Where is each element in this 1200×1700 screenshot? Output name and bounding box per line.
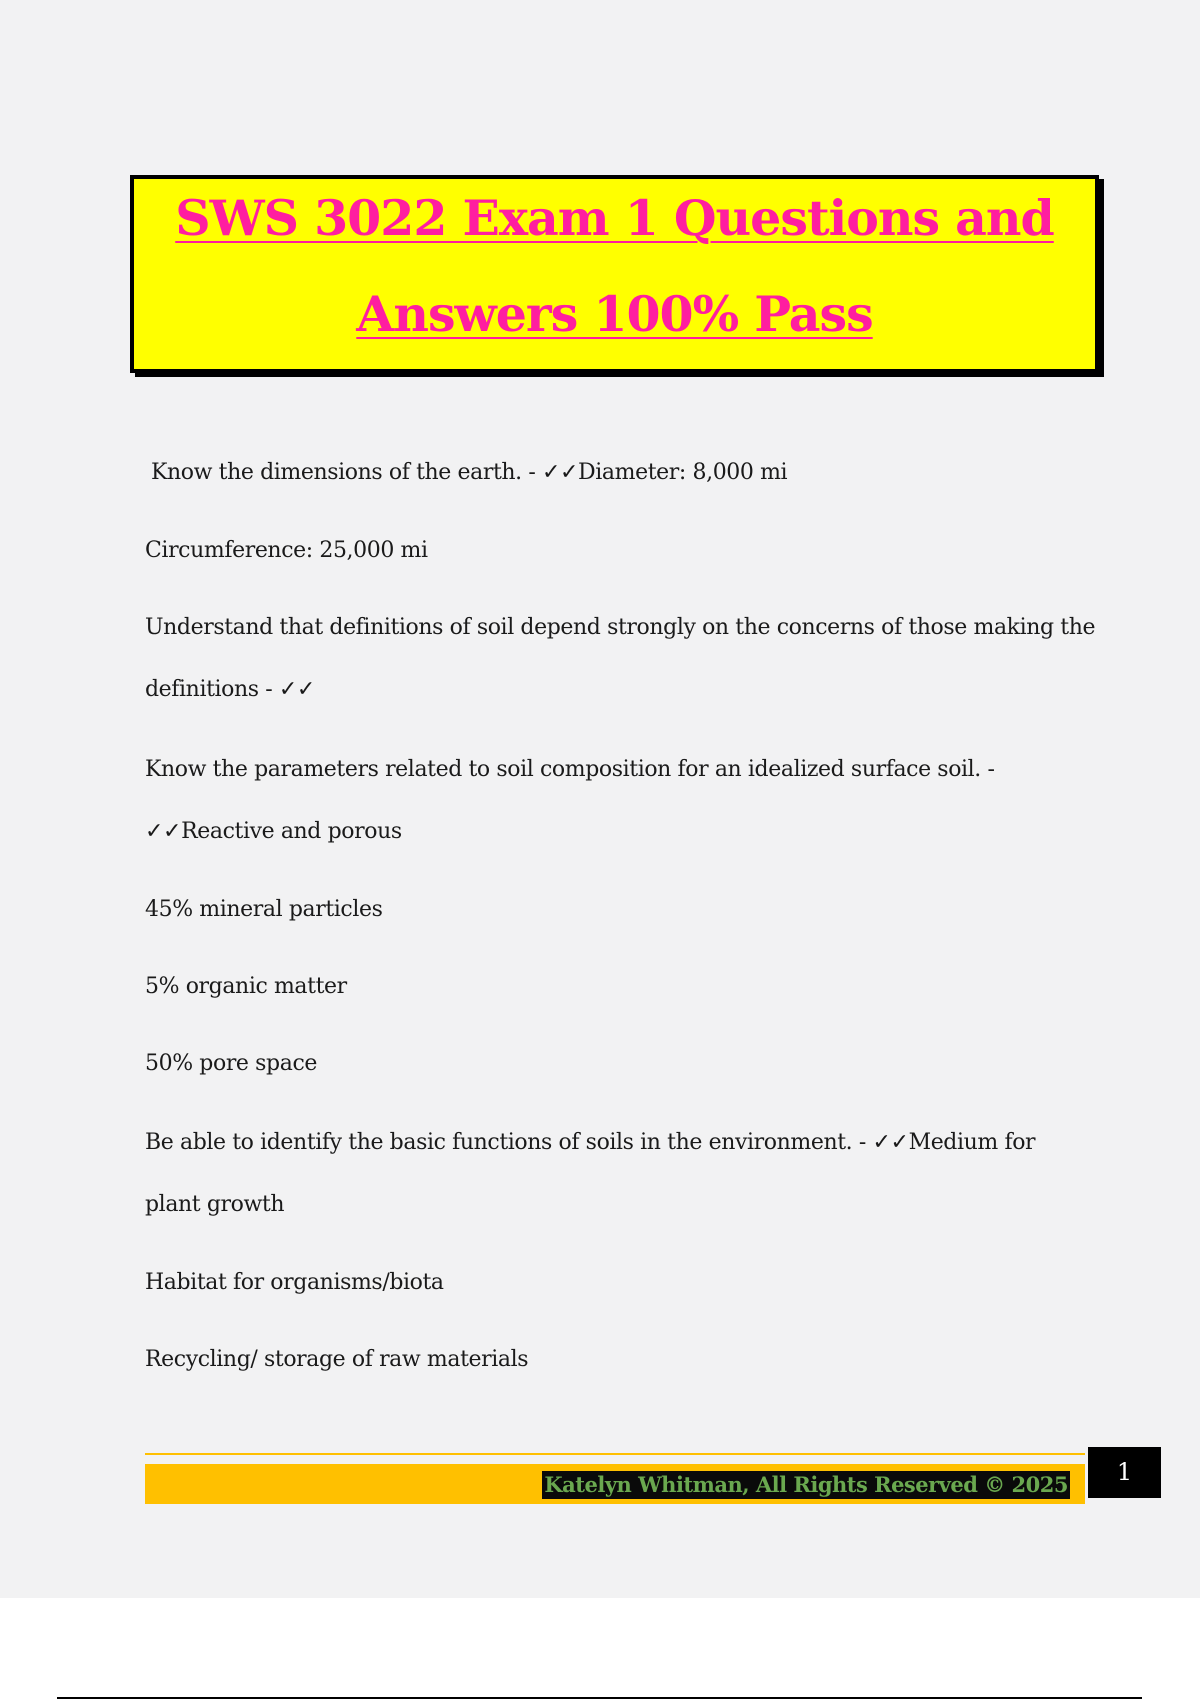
footer-bar bbox=[145, 1464, 1085, 1504]
answer-text: Diameter: 8,000 mi bbox=[578, 460, 788, 485]
answer-text: Medium for bbox=[908, 1130, 1036, 1155]
bottom-divider bbox=[57, 1697, 1142, 1699]
copyright-text: Katelyn Whitman, All Rights Reserved © 2025 bbox=[544, 1472, 1068, 1497]
question-composition: Know the parameters related to soil composition for an idealized surface soil. - bbox=[145, 757, 995, 782]
answer-mineral: 45% mineral particles bbox=[145, 897, 383, 922]
answer-organic: 5% organic matter bbox=[145, 974, 347, 999]
question-text: Know the dimensions of the earth. - bbox=[151, 460, 542, 485]
checkmark-icon: ✓✓ bbox=[541, 460, 579, 485]
checkmark-icon: ✓✓ bbox=[145, 819, 182, 844]
footer-rule bbox=[145, 1453, 1085, 1455]
question-definitions: Understand that definitions of soil depend strongly on the concerns of those making the bbox=[145, 615, 1096, 640]
title-line-2: Answers 100% Pass bbox=[356, 285, 873, 343]
answer-pore-space: 50% pore space bbox=[145, 1051, 317, 1076]
answer-plant-growth: plant growth bbox=[145, 1192, 285, 1217]
question-functions bbox=[145, 1130, 1035, 1155]
question-definitions-cont bbox=[145, 677, 315, 702]
checkmark-icon: ✓✓ bbox=[872, 1130, 909, 1155]
title-line-1: SWS 3022 Exam 1 Questions and bbox=[175, 189, 1054, 247]
title-box bbox=[130, 175, 1099, 373]
question-dimensions bbox=[151, 460, 787, 485]
question-text: Be able to identify the basic functions of soils in the environment. - bbox=[145, 1130, 873, 1155]
answer-habitat: Habitat for organisms/biota bbox=[145, 1270, 444, 1295]
answer-text: Reactive and porous bbox=[181, 819, 402, 844]
question-text: definitions - bbox=[145, 677, 279, 702]
answer-circumference: Circumference: 25,000 mi bbox=[145, 538, 428, 563]
checkmark-icon: ✓✓ bbox=[278, 677, 315, 702]
answer-composition bbox=[145, 819, 402, 844]
answer-recycling: Recycling/ storage of raw materials bbox=[145, 1347, 529, 1372]
page-number: 1 bbox=[1088, 1447, 1161, 1498]
